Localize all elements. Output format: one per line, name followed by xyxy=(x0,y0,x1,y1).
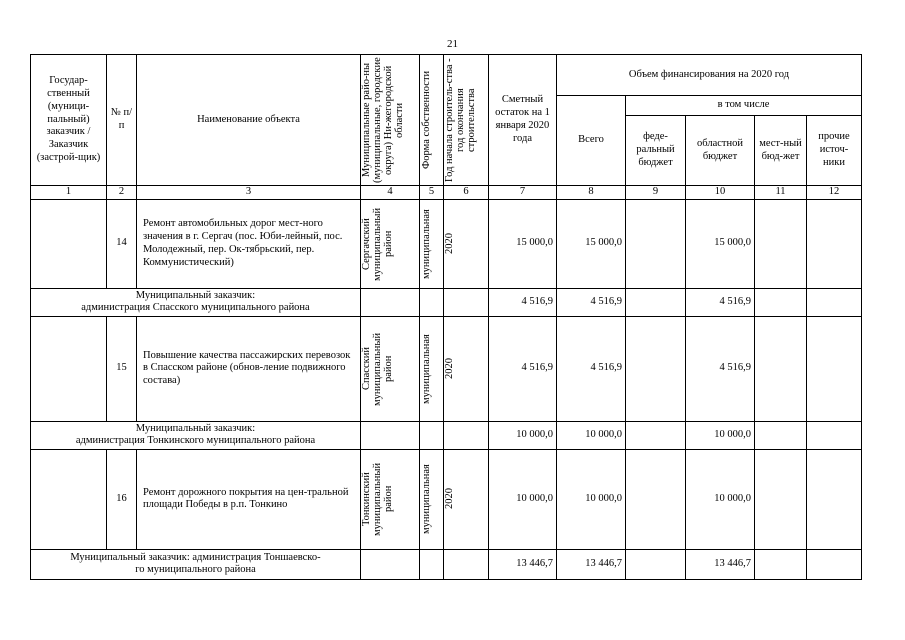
ownership-cell: муниципальная xyxy=(420,449,444,549)
regional-cell: 10 000,0 xyxy=(686,449,755,549)
header-total: Всего xyxy=(557,96,626,186)
object-name: Повышение качества пассажирских перевозок в Спасском районе (обнов-ление подвижного состава) xyxy=(137,316,361,421)
customer-row xyxy=(31,288,862,316)
object-name: Ремонт дорожного покрытия на цен-тральной площади Победы в р.п. Тонкино xyxy=(137,449,361,549)
empty-cell xyxy=(31,316,107,421)
balance-cell: 4 516,9 xyxy=(489,288,557,316)
object-name: Ремонт автомобильных дорог мест-ного значения в г. Сергач (пос. Юби-лейный, пос. Молодежный, пер. Ок-тябрьский, пер. Коммунистический) xyxy=(137,199,361,288)
header-federal: феде-ральный бюджет xyxy=(626,116,686,186)
federal-cell xyxy=(626,549,686,579)
other-cell xyxy=(807,316,862,421)
district-cell: Тонкинский муниципальный район xyxy=(361,449,420,549)
other-cell xyxy=(807,549,862,579)
customer-cell xyxy=(31,421,361,449)
col-number: 9 xyxy=(626,186,686,200)
total-cell: 13 446,7 xyxy=(557,549,626,579)
customer-line-1: Муниципальный заказчик: администрация Тоншаевско- xyxy=(70,551,321,563)
customer-line-1: Муниципальный заказчик: xyxy=(135,289,256,301)
header-row-1 xyxy=(31,55,862,96)
header-funding: Объем финансирования на 2020 год xyxy=(557,55,862,96)
col-number: 5 xyxy=(420,186,444,200)
local-cell xyxy=(755,199,807,288)
col-number: 11 xyxy=(755,186,807,200)
col-number: 12 xyxy=(807,186,862,200)
empty-cell xyxy=(420,421,444,449)
local-cell xyxy=(755,288,807,316)
empty-cell xyxy=(444,288,489,316)
header-years: Год начала строитель-ства - год окончания строительства xyxy=(444,55,489,186)
other-cell xyxy=(807,199,862,288)
col-number: 3 xyxy=(137,186,361,200)
column-numbers-row xyxy=(31,186,862,200)
header-regional: областной бюджет xyxy=(686,116,755,186)
empty-cell xyxy=(420,549,444,579)
empty-cell xyxy=(31,449,107,549)
regional-cell: 4 516,9 xyxy=(686,316,755,421)
year-cell: 2020 xyxy=(444,316,489,421)
header-name: Наименование объекта xyxy=(137,55,361,186)
other-cell xyxy=(807,288,862,316)
col-number: 6 xyxy=(444,186,489,200)
total-cell: 4 516,9 xyxy=(557,316,626,421)
federal-cell xyxy=(626,199,686,288)
year-cell: 2020 xyxy=(444,199,489,288)
customer-cell xyxy=(31,288,361,316)
col-number: 8 xyxy=(557,186,626,200)
total-cell: 4 516,9 xyxy=(557,288,626,316)
col-number: 10 xyxy=(686,186,755,200)
total-cell: 15 000,0 xyxy=(557,199,626,288)
table-row xyxy=(31,449,862,549)
balance-cell: 15 000,0 xyxy=(489,199,557,288)
federal-cell xyxy=(626,421,686,449)
item-number: 16 xyxy=(107,449,137,549)
col-number: 2 xyxy=(107,186,137,200)
ownership-cell: муниципальная xyxy=(420,199,444,288)
balance-cell: 4 516,9 xyxy=(489,316,557,421)
local-cell xyxy=(755,449,807,549)
year-cell: 2020 xyxy=(444,449,489,549)
customer-line-2: администрация Спасского муниципального района xyxy=(81,302,310,314)
page-number: 21 xyxy=(447,38,458,50)
header-other: прочие источ-ники xyxy=(807,116,862,186)
customer-row xyxy=(31,549,862,579)
empty-cell xyxy=(361,421,420,449)
ownership-cell: муниципальная xyxy=(420,316,444,421)
empty-cell xyxy=(444,421,489,449)
federal-cell xyxy=(626,449,686,549)
regional-cell: 13 446,7 xyxy=(686,549,755,579)
financing-table xyxy=(30,54,862,580)
empty-cell xyxy=(420,288,444,316)
customer-row xyxy=(31,421,862,449)
header-local: мест-ный бюд-жет xyxy=(755,116,807,186)
balance-cell: 13 446,7 xyxy=(489,549,557,579)
other-cell xyxy=(807,421,862,449)
empty-cell xyxy=(361,549,420,579)
other-cell xyxy=(807,449,862,549)
col-number: 1 xyxy=(31,186,107,200)
local-cell xyxy=(755,549,807,579)
table-row xyxy=(31,199,862,288)
empty-cell xyxy=(31,199,107,288)
header-num: № п/п xyxy=(107,55,137,186)
header-district: Муниципальные райо-ны (муниципальные, городские округа) Ни-жегородской области xyxy=(361,55,420,186)
customer-line-2: го муниципального района xyxy=(135,564,256,576)
regional-cell: 15 000,0 xyxy=(686,199,755,288)
balance-cell: 10 000,0 xyxy=(489,449,557,549)
local-cell xyxy=(755,316,807,421)
local-cell xyxy=(755,421,807,449)
total-cell: 10 000,0 xyxy=(557,421,626,449)
col-number: 4 xyxy=(361,186,420,200)
federal-cell xyxy=(626,316,686,421)
col-number: 7 xyxy=(489,186,557,200)
federal-cell xyxy=(626,288,686,316)
regional-cell: 4 516,9 xyxy=(686,288,755,316)
customer-cell xyxy=(31,549,361,579)
item-number: 15 xyxy=(107,316,137,421)
customer-line-2: администрация Тонкинского муниципального района xyxy=(75,435,316,447)
regional-cell: 10 000,0 xyxy=(686,421,755,449)
header-ownership: Форма собственности xyxy=(420,55,444,186)
table-row xyxy=(31,316,862,421)
empty-cell xyxy=(444,549,489,579)
header-including: в том числе xyxy=(626,96,862,116)
district-cell: Сергачский муниципальный район xyxy=(361,199,420,288)
customer-line-1: Муниципальный заказчик: xyxy=(135,422,256,434)
balance-cell: 10 000,0 xyxy=(489,421,557,449)
header-customer: Государ-ственный (муници-пальный) заказчик / Заказчик (застрой-щик) xyxy=(31,55,107,186)
district-cell: Спасский муниципальный район xyxy=(361,316,420,421)
item-number: 14 xyxy=(107,199,137,288)
empty-cell xyxy=(361,288,420,316)
total-cell: 10 000,0 xyxy=(557,449,626,549)
header-balance: Сметный остаток на 1 января 2020 года xyxy=(489,55,557,186)
